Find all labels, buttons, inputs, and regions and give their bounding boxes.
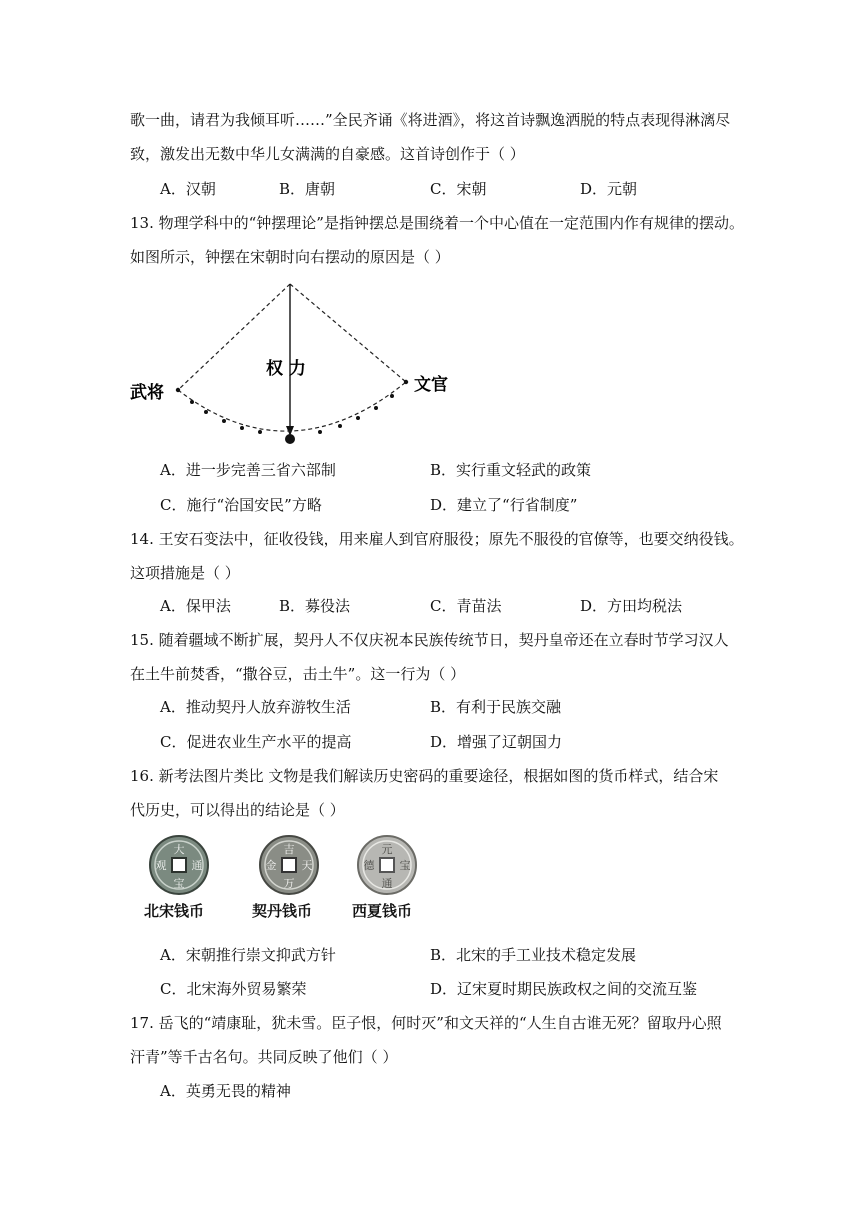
svg-text:宝: 宝 (399, 859, 411, 872)
q15-option-d[interactable]: D．增强了辽朝国力 (430, 733, 563, 751)
q13-option-c[interactable]: C．施行“治国安民”方略 (160, 496, 322, 514)
q14-option-a[interactable]: A．保甲法 (160, 597, 231, 615)
q14-option-d[interactable]: D．方田均税法 (580, 597, 683, 615)
svg-text:天: 天 (301, 859, 313, 872)
svg-text:通: 通 (381, 877, 393, 890)
q16-text-line1: 16. 新考法图片类比 文物是我们解读历史密码的重要途径，根据如图的货币样式，结合宋 (130, 767, 719, 785)
svg-text:观: 观 (155, 859, 167, 872)
q14-option-b[interactable]: B．募役法 (279, 597, 351, 615)
q12-text-line1: 歌一曲，请君为我倾耳听……”全民齐诵《将进酒》，将这首诗飘逸洒脱的特点表现得淋漓尽 (130, 111, 731, 129)
khitan-coin-label: 契丹钱币 (252, 902, 313, 920)
q15-option-a[interactable]: A．推动契丹人放弃游牧生活 (160, 698, 351, 716)
pendulum-center-label: 权 力 (266, 359, 306, 379)
q12-option-a[interactable]: A．汉朝 (160, 180, 216, 198)
svg-text:元: 元 (381, 843, 393, 856)
q15-option-b[interactable]: B．有利于民族交融 (430, 698, 562, 716)
q12-option-b[interactable]: B．唐朝 (279, 180, 336, 198)
pendulum-bob (285, 434, 295, 444)
q13-text-line2: 如图所示，钟摆在宋朝时向右摆动的原因是（ ） (130, 248, 450, 266)
pendulum-arc-dots (176, 380, 408, 434)
q14-option-c[interactable]: C．青苗法 (430, 597, 502, 615)
q16-option-b[interactable]: B．北宋的手工业技术稳定发展 (430, 946, 637, 964)
svg-text:吉: 吉 (283, 843, 295, 856)
q16-option-d[interactable]: D．辽宋夏时期民族政权之间的交流互鉴 (430, 980, 698, 998)
pendulum-arc (178, 382, 406, 431)
svg-text:德: 德 (363, 859, 375, 872)
svg-text:宝: 宝 (173, 877, 185, 890)
northern-song-coin-image (148, 834, 210, 896)
q16-option-a[interactable]: A．宋朝推行崇文抑武方针 (160, 946, 336, 964)
northern-song-coin-label: 北宋钱币 (144, 902, 205, 920)
q17-text-line2: 汗青”等千古名句。共同反映了他们（ ） (130, 1048, 398, 1066)
q12-text-line2: 致，激发出无数中华儿女满满的自豪感。这首诗创作于（ ） (130, 145, 525, 163)
q12-option-d[interactable]: D．元朝 (580, 180, 638, 198)
svg-text:金: 金 (265, 859, 277, 872)
western-xia-coin-image (356, 834, 418, 896)
khitan-coin-image (258, 834, 320, 896)
pendulum-diagram (126, 278, 466, 450)
q15-option-c[interactable]: C．促进农业生产水平的提高 (160, 733, 352, 751)
q13-option-a[interactable]: A．进一步完善三省六部制 (160, 461, 336, 479)
western-xia-coin-label: 西夏钱币 (352, 902, 413, 920)
pendulum-right-string (290, 284, 406, 382)
q17-option-a[interactable]: A．英勇无畏的精神 (160, 1082, 291, 1100)
q15-text-line1: 15. 随着疆域不断扩展，契丹人不仅庆祝本民族传统节日，契丹皇帝还在立春时节学习汉人 (130, 631, 729, 649)
svg-text:通: 通 (191, 859, 203, 872)
pendulum-right-label: 文官 (414, 375, 448, 395)
q16-option-c[interactable]: C．北宋海外贸易繁荣 (160, 980, 307, 998)
q17-text-line1: 17. 岳飞的“靖康耻，犹未雪。臣子恨，何时灭”和文天祥的“人生自古谁无死？留取丹心照 (130, 1014, 722, 1032)
pendulum-left-label: 武将 (130, 383, 164, 403)
q15-text-line2: 在土牛前焚香，“撒谷豆，击土牛”。这一行为（ ） (130, 665, 466, 683)
q13-text-line1: 13. 物理学科中的“钟摆理论”是指钟摆总是围绕着一个中心值在一定范围内作有规律的摆动。 (130, 214, 744, 232)
q13-option-b[interactable]: B．实行重文轻武的政策 (430, 461, 592, 479)
q14-text-line1: 14. 王安石变法中，征收役钱，用来雇人到官府服役；原先不服役的官僚等，也要交纳役钱。 (130, 530, 744, 548)
q13-option-d[interactable]: D．建立了“行省制度” (430, 496, 578, 514)
q12-option-c[interactable]: C．宋朝 (430, 180, 487, 198)
svg-text:大: 大 (173, 843, 185, 856)
q16-text-line2: 代历史，可以得出的结论是（ ） (130, 801, 345, 819)
svg-text:万: 万 (283, 877, 295, 890)
q14-text-line2: 这项措施是（ ） (130, 564, 240, 582)
